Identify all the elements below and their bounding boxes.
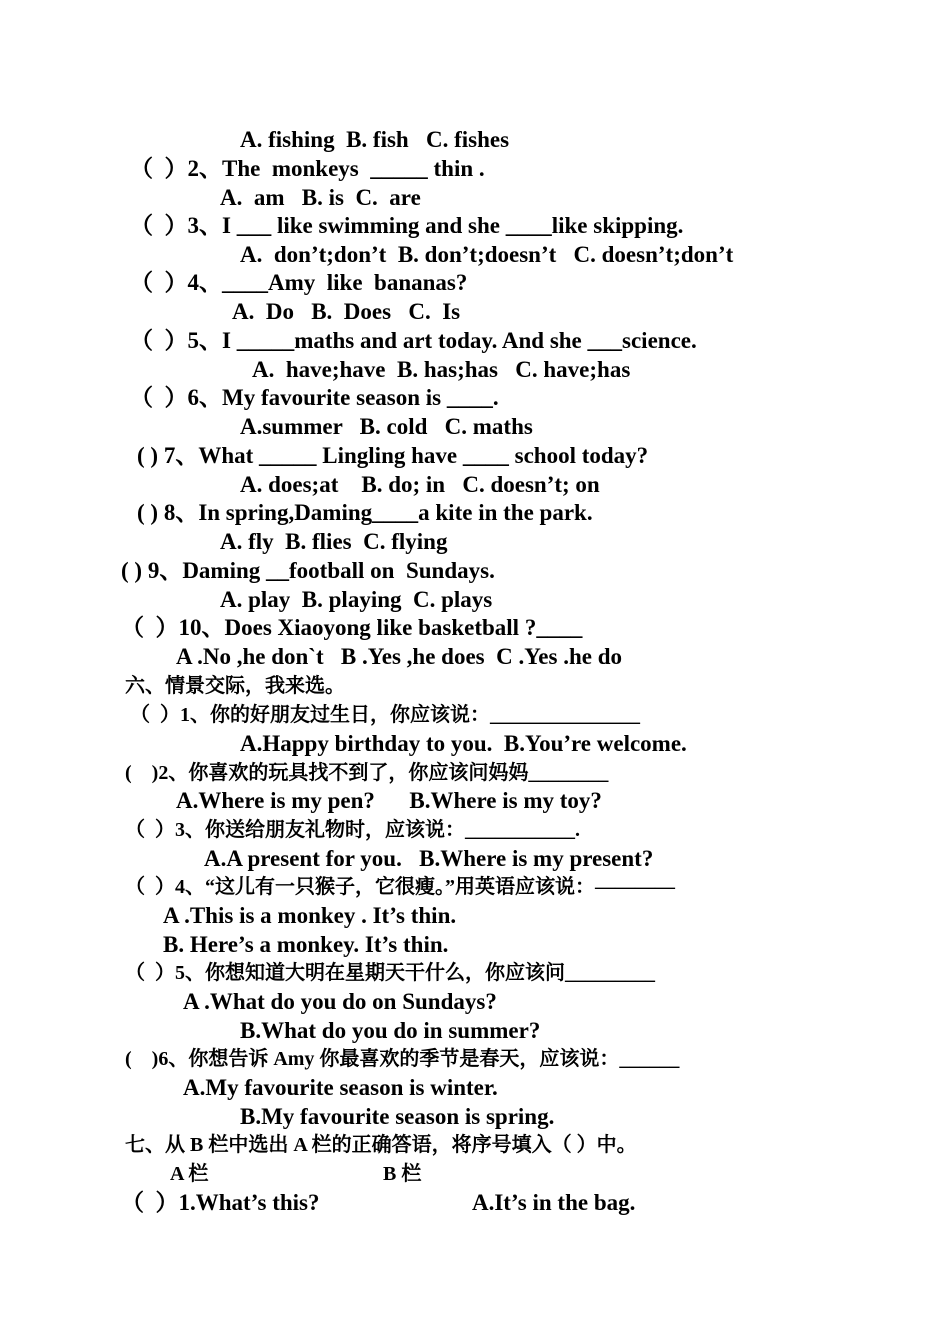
q6-options: A.summer B. cold C. maths [240,414,533,439]
q8-options: A. fly B. flies C. flying [220,529,448,554]
s6-q4-option-b: B. Here’s a monkey. It’s thin. [163,932,449,957]
q1-options: A. fishing B. fish C. fishes [240,127,510,152]
s6-q4-option-a: A .This is a monkey . It’s thin. [163,903,457,928]
q5-options: A. have;have B. has;has C. have;has [252,357,631,382]
q8-question: ( ) 8、In spring,Daming____a kite in the park. [137,500,593,525]
q6-question: （ ）6、My favourite season is ____. [130,385,499,410]
q5-question: （ ）5、I _____maths and art today. And she ___science. [130,328,697,353]
q2-question: （ ）2、The monkeys _____ thin . [130,156,485,181]
matching-row-a: （ ）1.What’s this? [121,1190,320,1215]
s6-q5-option-a: A .What do you do on Sundays? [183,989,497,1014]
section-six-heading: 六、情景交际，我来选。 [125,675,345,697]
s6-q2-question: ( )2、你喜欢的玩具找不到了，你应该问妈妈________ [125,762,609,784]
s6-q2-options: A.Where is my pen? B.Where is my toy? [176,788,602,813]
q3-question: （ ）3、I ___ like swimming and she ____like skipping. [130,213,684,238]
matching-row-b: A.It’s in the bag. [472,1190,636,1215]
column-a-label: A 栏 [170,1163,209,1185]
s6-q5-question: （ ）5、你想知道大明在星期天干什么，你应该问_________ [125,962,655,984]
s6-q5-option-b: B.What do you do in summer? [240,1018,541,1043]
s6-q1-options: A.Happy birthday to you. B.You’re welcome. [240,731,687,756]
s6-q6-question: ( )6、你想告诉 Amy 你最喜欢的季节是春天，应该说：______ [125,1048,680,1070]
s6-q6-option-a: A.My favourite season is winter. [183,1075,498,1100]
q10-options: A .No ,he don`t B .Yes ,he does C .Yes .he do [176,644,622,669]
s6-q6-option-b: B.My favourite season is spring. [240,1104,555,1129]
section-seven-heading: 七、从 B 栏中选出 A 栏的正确答语，将序号填入（ ）中。 [125,1134,637,1156]
s6-q1-question: （ ）1、你的好朋友过生日，你应该说：_______________ [130,704,640,726]
q3-options: A. don’t;don’t B. don’t;doesn’t C. doesn’t;don’t [240,242,734,267]
q10-question: （ ）10、Does Xiaoyong like basketball ?____ [121,615,583,640]
q9-question: ( ) 9、Daming __football on Sundays. [121,558,495,583]
q4-options: A. Do B. Does C. Is [232,299,461,324]
column-b-label: B 栏 [383,1163,422,1185]
q7-question: ( ) 7、What _____ Lingling have ____ school today? [137,443,649,468]
s6-q3-options: A.A present for you. B.Where is my present? [204,846,654,871]
s6-q3-question: （ ）3、你送给朋友礼物时，应该说：___________. [125,819,580,841]
q2-options: A. am B. is C. are [220,185,421,210]
q4-question: （ ）4、____Amy like bananas? [130,270,468,295]
q7-options: A. does;at B. do; in C. doesn’t; on [240,472,600,497]
s6-q4-question: （ ）4、“这儿有一只猴子，它很瘦。”用英语应该说：———— [125,876,675,898]
q9-options: A. play B. playing C. plays [220,587,493,612]
